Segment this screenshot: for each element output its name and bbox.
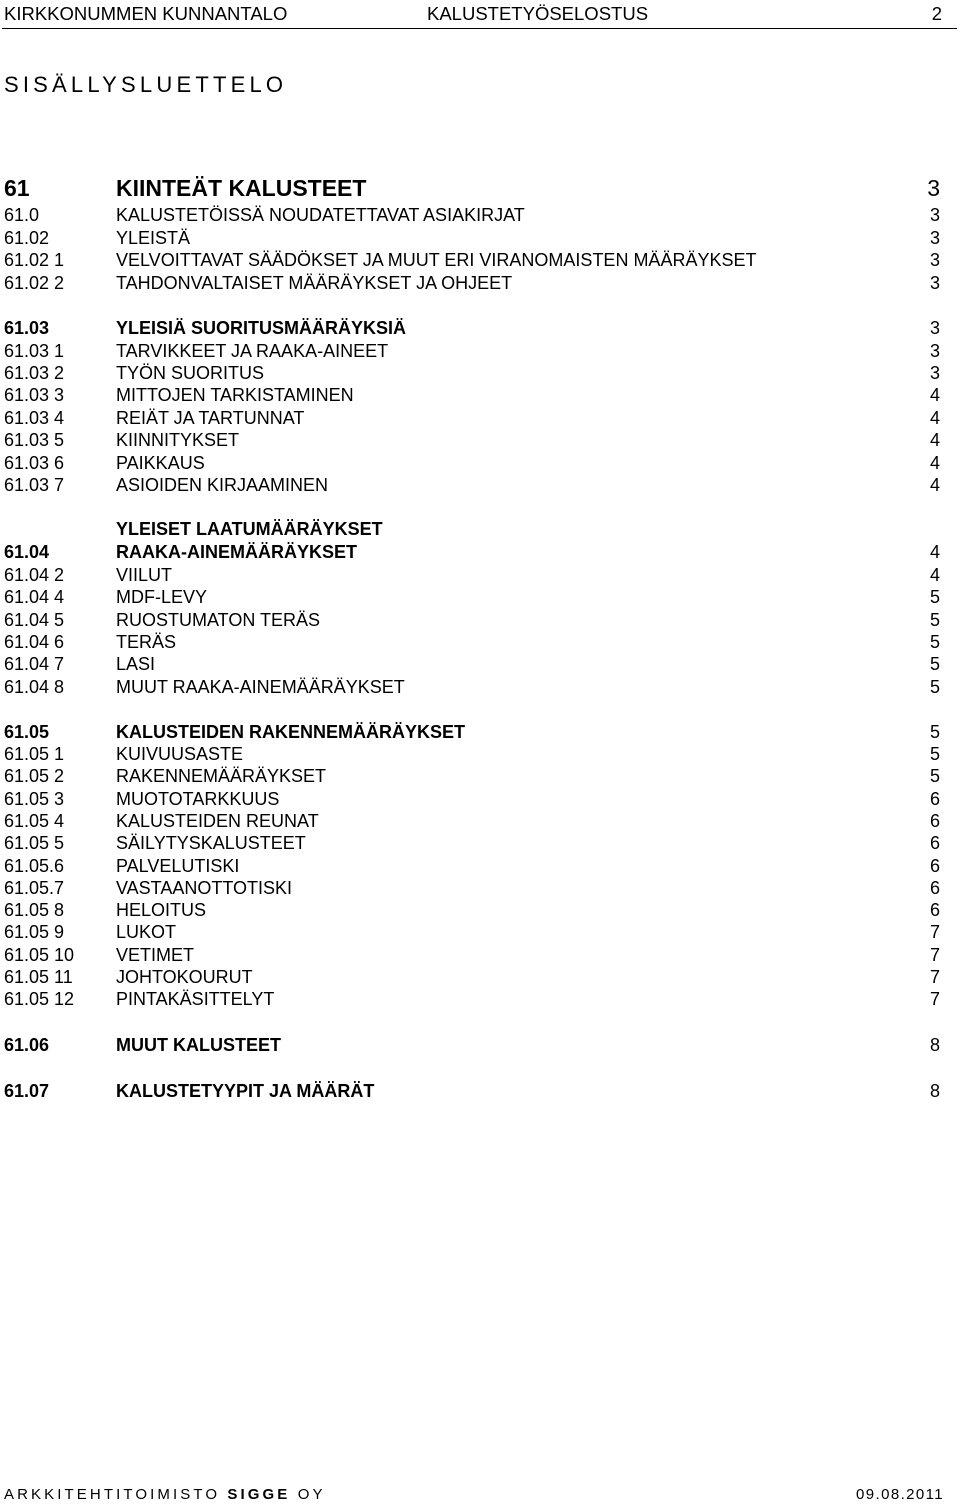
toc-entry-number: 61.02 (4, 228, 50, 248)
toc-entry-page: 8 (929, 1035, 940, 1055)
toc-entry (0, 1034, 960, 1056)
header-document-title: KALUSTETYÖSELOSTUS (427, 3, 649, 24)
toc-entry-page: 4 (929, 475, 940, 495)
footer-company-prefix: ARKKITEHTITOIMISTO (4, 1486, 221, 1503)
toc-entry-title: MUUT KALUSTEET (116, 1035, 281, 1055)
toc-entry-number: 61.04 8 (4, 677, 65, 697)
toc-entry-page: 5 (929, 632, 940, 652)
toc-entry-title: KIINNITYKSET (116, 430, 240, 450)
toc-entry-title: PINTAKÄSITTELYT (116, 989, 275, 1009)
toc-entry-title: MITTOJEN TARKISTAMINEN (116, 385, 354, 405)
toc-entry-title: PAIKKAUS (116, 453, 205, 473)
toc-entry-title: KUIVUUSASTE (116, 744, 244, 764)
page-header (2, 0, 957, 29)
toc-entry-number: 61.04 (4, 542, 50, 562)
toc-entry-title: VETIMET (116, 945, 195, 965)
toc-entry-title: REIÄT JA TARTUNNAT (116, 408, 305, 428)
toc-entry (0, 988, 960, 1010)
toc-entry-page: 7 (929, 989, 940, 1009)
toc-entry-title: KALUSTEIDEN RAKENNEMÄÄRÄYKSET (116, 722, 466, 742)
toc-entry-title: HELOITUS (116, 900, 207, 920)
page-footer (4, 1486, 944, 1506)
page-title: SISÄLLYSLUETTELO (4, 72, 288, 97)
toc-entry-title: VIILUT (116, 565, 173, 585)
toc-entry (0, 832, 960, 854)
toc-entry-title: TERÄS (116, 632, 177, 652)
toc-entry (0, 921, 960, 943)
toc-entry-title: KALUSTEIDEN REUNAT (116, 811, 319, 831)
toc-entry-number: 61.04 5 (4, 610, 65, 630)
toc-entry-page: 7 (929, 967, 940, 987)
header-page-number: 2 (931, 3, 942, 24)
toc-entry (0, 384, 960, 406)
toc-entry-number: 61 (4, 175, 30, 201)
toc-entry-page: 5 (929, 744, 940, 764)
toc-entry (0, 362, 960, 384)
toc-entry-number: 61.02 2 (4, 273, 65, 293)
toc-entry (0, 541, 960, 563)
toc-entry-page: 3 (929, 205, 940, 225)
toc-entry-page: 3 (929, 250, 940, 270)
toc-entry-page: 3 (929, 228, 940, 248)
toc-entry-page: 4 (929, 453, 940, 473)
toc-entry-number: 61.03 4 (4, 408, 65, 428)
toc-entry-page: 5 (929, 766, 940, 786)
toc-entry (0, 855, 960, 877)
toc-entry-number: 61.03 3 (4, 385, 65, 405)
footer-company (4, 1486, 326, 1503)
toc-entry-page: 6 (929, 833, 940, 853)
toc-entry (0, 249, 960, 271)
toc-entry (0, 810, 960, 832)
toc-entry (0, 429, 960, 451)
toc-entry (0, 966, 960, 988)
toc-entry-page: 3 (929, 341, 940, 361)
toc-entry (0, 1080, 960, 1102)
toc-entry-title: KALUSTETYYPIT JA MÄÄRÄT (116, 1081, 375, 1101)
toc-entry-number: 61.03 6 (4, 453, 65, 473)
toc-entry-title: MDF-LEVY (116, 587, 208, 607)
toc-entry-number: 61.05 8 (4, 900, 65, 920)
toc-entry-page: 5 (929, 722, 940, 742)
toc-entry-page: 6 (929, 811, 940, 831)
toc-entry (0, 877, 960, 899)
toc-entry (0, 317, 960, 339)
toc-entry-number: 61.03 2 (4, 363, 65, 383)
toc-entry (0, 227, 960, 249)
toc-entry (0, 175, 960, 201)
toc-entry (0, 721, 960, 743)
toc-entry-page: 6 (929, 900, 940, 920)
toc-entry-title: KIINTEÄT KALUSTEET (116, 175, 367, 201)
toc-entry-title: LASI (116, 654, 156, 674)
toc-entry-number: 61.05 5 (4, 833, 65, 853)
toc-entry-title: YLEISIÄ SUORITUSMÄÄRÄYKSIÄ (116, 318, 407, 338)
toc-entry-title: VELVOITTAVAT SÄÄDÖKSET JA MUUT ERI VIRANOMAISTEN MÄÄRÄYKSET (116, 250, 757, 270)
toc-entry (0, 609, 960, 631)
toc-entry-page: 5 (929, 610, 940, 630)
toc-entry-number: 61.05 10 (4, 945, 75, 965)
toc-entry-title: KALUSTETÖISSÄ NOUDATETTAVAT ASIAKIRJAT (116, 205, 525, 225)
toc-entry-page: 5 (929, 654, 940, 674)
toc-entry-title: SÄILYTYSKALUSTEET (116, 833, 306, 853)
toc-entry-number: 61.03 1 (4, 341, 65, 361)
toc-entry-number: 61.07 (4, 1081, 50, 1101)
toc-entry (0, 944, 960, 966)
toc-entry-title: YLEISET LAATUMÄÄRÄYKSET (116, 519, 383, 539)
toc-entry-page: 6 (929, 878, 940, 898)
toc-entry-page: 3 (927, 175, 940, 201)
toc-entry (0, 564, 960, 586)
footer-date: 09.08.2011 (856, 1486, 944, 1503)
toc-entry-title: TARVIKKEET JA RAAKA-AINEET (116, 341, 389, 361)
toc-entry (0, 743, 960, 765)
toc-entry-number: 61.04 2 (4, 565, 65, 585)
toc-entry-number: 61.05 4 (4, 811, 65, 831)
toc-entry-number: 61.02 1 (4, 250, 65, 270)
header-project: KIRKKONUMMEN KUNNANTALO (4, 3, 288, 24)
toc-entry-title: MUUT RAAKA-AINEMÄÄRÄYKSET (116, 677, 405, 697)
toc-entry-number: 61.04 6 (4, 632, 65, 652)
toc-entry-page: 3 (929, 363, 940, 383)
toc-entry-title: LUKOT (116, 922, 177, 942)
toc-entry (0, 586, 960, 608)
toc-entry-page: 3 (929, 318, 940, 338)
toc-entry-number: 61.03 (4, 318, 50, 338)
toc-entry (0, 788, 960, 810)
toc-entry (0, 653, 960, 675)
toc-entry (0, 340, 960, 362)
toc-entry-title: RUOSTUMATON TERÄS (116, 610, 321, 630)
toc-entry (0, 407, 960, 429)
toc-entry-page: 4 (929, 408, 940, 428)
toc-entry-number: 61.0 (4, 205, 40, 225)
toc-entry-page: 4 (929, 385, 940, 405)
toc-entry-page: 4 (929, 542, 940, 562)
toc-entry-title: RAKENNEMÄÄRÄYKSET (116, 766, 327, 786)
toc-entry-number: 61.05 9 (4, 922, 65, 942)
toc-entry-page: 5 (929, 677, 940, 697)
toc-entry-number: 61.05 11 (4, 967, 73, 987)
toc-entry-title: PALVELUTISKI (116, 856, 240, 876)
toc-entry-page: 6 (929, 789, 940, 809)
toc-entry-number: 61.05 3 (4, 789, 65, 809)
toc-entry-number: 61.06 (4, 1035, 50, 1055)
toc-entry-page: 7 (929, 945, 940, 965)
toc-entry (0, 474, 960, 496)
toc-entry (0, 631, 960, 653)
toc-entry-title: VASTAANOTTOTISKI (116, 878, 293, 898)
toc-entry-number: 61.05 1 (4, 744, 65, 764)
toc-entry (0, 899, 960, 921)
toc-entry (0, 676, 960, 698)
toc-entry-title: ASIOIDEN KIRJAAMINEN (116, 475, 329, 495)
toc-entry (0, 204, 960, 226)
toc-entry-number: 61.04 4 (4, 587, 65, 607)
toc-entry-title: TYÖN SUORITUS (116, 363, 265, 383)
toc-entry-page: 7 (929, 922, 940, 942)
toc-entry-page: 4 (929, 565, 940, 585)
toc-entry (0, 518, 960, 540)
footer-company-name: SIGGE (227, 1486, 291, 1503)
toc-entry-title: TAHDONVALTAISET MÄÄRÄYKSET JA OHJEET (116, 273, 513, 293)
toc-entry-number: 61.05 12 (4, 989, 75, 1009)
toc-entry-title: JOHTOKOURUT (116, 967, 253, 987)
toc-entry-title: MUOTOTARKKUUS (116, 789, 280, 809)
toc-entry-page: 5 (929, 587, 940, 607)
toc-entry-number: 61.05.6 (4, 856, 65, 876)
toc-entry-page: 4 (929, 430, 940, 450)
toc-entry (0, 272, 960, 294)
toc-entry-number: 61.05 2 (4, 766, 65, 786)
toc-entry-number: 61.03 7 (4, 475, 65, 495)
toc-entry-number: 61.05.7 (4, 878, 65, 898)
toc-entry (0, 452, 960, 474)
toc-entry-title: YLEISTÄ (116, 228, 191, 248)
toc-entry-page: 6 (929, 856, 940, 876)
toc-entry-number: 61.05 (4, 722, 50, 742)
footer-company-suffix: OY (297, 1486, 326, 1503)
toc-entry-page: 3 (929, 273, 940, 293)
toc-entry-title: RAAKA-AINEMÄÄRÄYKSET (116, 542, 357, 562)
toc-entry (0, 765, 960, 787)
toc-entry-number: 61.03 5 (4, 430, 65, 450)
toc-entry-page: 8 (929, 1081, 940, 1101)
toc-entry-number: 61.04 7 (4, 654, 65, 674)
